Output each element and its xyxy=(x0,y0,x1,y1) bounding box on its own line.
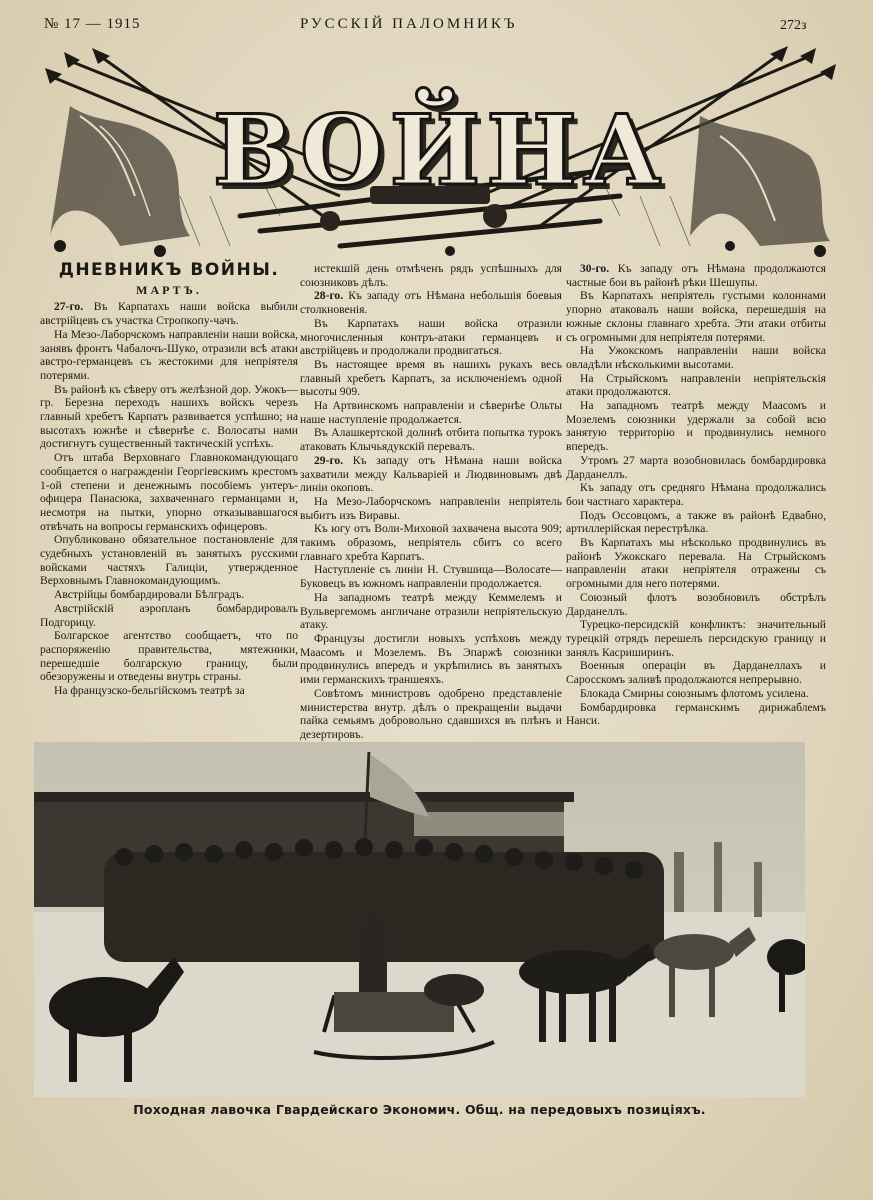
page-number: 272з xyxy=(780,18,807,33)
paragraph-text: На западномъ театрѣ между Кеммелемъ и Вульвергемомъ англичане отразили непріятельскую атаку. xyxy=(300,590,562,632)
war-banner xyxy=(40,46,840,258)
paragraph xyxy=(300,632,562,687)
paragraph-text: Отъ штаба Верховнаго Главнокомандующаго сообщается о награжденіи Георгіевскимъ крестомъ 1-ой степени и денежнымъ пособіемъ унтеръ-офицера Панасюка, захваченнаго германцами и, несмотря на пытки, упорно отказывавшагося отвѣчать на вопросы германскихъ офицеровъ. xyxy=(40,451,298,533)
date-lead: 29-го. xyxy=(314,453,344,467)
paragraph-text: Къ югу отъ Воли-Миховой захвачена высота 909; такимъ образомъ, непріятель сбитъ со всего главнаго хребта Карпатъ. xyxy=(300,522,562,563)
paragraph-text: На Стрыйскомъ направленіи непріятельскія атаки продолжаются. xyxy=(566,371,826,399)
paragraph-text: Совѣтомъ министровъ одобрено представленіе министерства внутр. дѣлъ о прекращеніи выдачи пайка семьямъ добровольно сдавшихся въ плѣнъ и дезертировъ. xyxy=(300,686,562,741)
paragraph-text: Австрійскій аэропланъ бомбардировалъ Подгорицу. xyxy=(40,601,298,629)
paragraph-text: Къ западу отъ средняго Нѣмана продолжались бои частнаго характера. xyxy=(566,481,826,508)
paragraph xyxy=(566,509,826,536)
paragraph xyxy=(566,344,826,371)
paragraph xyxy=(40,533,298,588)
paragraph xyxy=(300,522,562,563)
paragraph xyxy=(40,328,298,383)
paragraph-text: Къ западу отъ Нѣмана небольшія боевыя столкновенія. xyxy=(300,289,562,317)
paragraph-text: Австрійцы бомбардировали Бѣлградъ. xyxy=(54,588,245,602)
paragraph xyxy=(40,602,298,629)
paragraph xyxy=(566,591,826,618)
paragraph xyxy=(40,588,298,602)
month-subhead: МАРТЪ. xyxy=(136,282,202,297)
paragraph-text: Утромъ 27 марта возобновилась бомбардировка Дарданеллъ. xyxy=(566,453,826,481)
paragraph-text: На Артвинскомъ направленіи и сѣвернѣе Ольты наше наступленіе продолжается. xyxy=(300,399,562,426)
paragraph xyxy=(566,372,826,399)
paragraph xyxy=(300,262,562,289)
paragraph-text: истекшій день отмѣченъ рядъ успѣшныхъ для союзниковъ дѣлъ. xyxy=(300,262,562,289)
paragraph xyxy=(566,481,826,508)
paragraph-text: Опубликовано обязательное постановленіе для судебныхъ установленій въ занятыхъ русскими войсками частяхъ Галиціи, утвержденное Верховнымъ Главнокомандующимъ. xyxy=(40,533,298,588)
paragraph xyxy=(566,262,826,289)
paragraph-text: На Мезо-Лаборчскомъ направленіи наши войска, занявъ фронтъ Чабалочъ-Шуко, отразили всѣ атаки австро-германцевъ съ жестокими для непріятеля потерями. xyxy=(40,327,298,382)
issue-number: № 17 — 1915 xyxy=(44,16,141,32)
paragraph xyxy=(300,687,562,742)
paragraph xyxy=(300,591,562,632)
paragraph-text: На французско-бельгійскомъ театрѣ за xyxy=(54,684,245,698)
paragraph-text: На Ужокскомъ направленіи наши войска овладѣли нѣсколькими высотами. xyxy=(566,344,826,371)
publication-name: РУССКІЙ ПАЛОМНИКЪ xyxy=(300,16,518,32)
paragraph-text: Наступленіе съ линіи Н. Стувшица—Волосате—Буковецъ въ южномъ направленіи продолжается. xyxy=(300,563,562,591)
paragraph-text: На западномъ театрѣ между Маасомъ и Мозелемъ союзники удержали за собой всю занятую территорію и продвинулись немного впередъ. xyxy=(566,399,826,454)
paragraph xyxy=(566,701,826,728)
date-lead: 28-го. xyxy=(314,289,344,303)
paragraph-text: Въ Карпатахъ наши войска отразили многочисленныя контръ-атаки германцевъ и австрійцевъ и продолжали продвигаться. xyxy=(300,316,562,358)
paragraph xyxy=(300,399,562,426)
paragraph xyxy=(300,317,562,358)
paragraph xyxy=(300,495,562,522)
paragraph xyxy=(40,300,298,327)
date-lead: 30-го. xyxy=(580,262,610,275)
column-3 xyxy=(566,262,826,728)
paragraph xyxy=(566,659,826,686)
banner-title: ВОЙНА xyxy=(212,94,668,207)
paragraph xyxy=(40,383,298,452)
paragraph-text: Блокада Смирны союзнымъ флотомъ усилена. xyxy=(580,686,809,700)
paragraph xyxy=(300,563,562,590)
paragraph-text: Къ западу отъ Нѣмана наши войска захватили между Кальваріей и Людвиновымъ двѣ линіи окоповъ. xyxy=(300,453,562,495)
paragraph-text: Въ Алашкертской долинѣ отбита попытка турокъ атаковать Клычьядукскій перевалъ. xyxy=(300,426,562,454)
paragraph xyxy=(300,426,562,453)
paragraph-text: Военныя операціи въ Дарданеллахъ и Саросскомъ заливѣ продолжаются непрерывно. xyxy=(566,659,826,687)
paragraph-text: Союзный флотъ возобновилъ обстрѣлъ Дарданеллъ. xyxy=(566,590,826,618)
paragraph-text: Въ настоящее время въ нашихъ рукахъ весь главный хребетъ Карпатъ, за исключеніемъ одной высоты 909. xyxy=(300,357,562,399)
column-2-body xyxy=(300,262,562,742)
paragraph-text: Турецко-персидскій конфликтъ: значительный турецкій отрядъ перешелъ персидскую границу и занялъ Касриширинъ. xyxy=(566,618,826,659)
paragraph-text: Въ Карпатахъ наши войска выбили австрійцевъ съ участка Стропкопу-чачъ. xyxy=(40,300,298,328)
paragraph xyxy=(566,454,826,481)
paragraph-text: Въ районѣ къ сѣверу отъ желѣзной дор. Ужокъ—гр. Березна переходъ нашихъ войскъ черезъ главный хребетъ Карпатъ развивается успѣшно; на высотахъ южнѣе и сѣвернѣе с. Волосаты нами достигнутъ существенный тактическій успѣхъ. xyxy=(40,382,298,451)
paragraph-text: Бомбардировка германскимъ дирижаблемъ Нанси. xyxy=(566,700,826,728)
column-2 xyxy=(300,262,562,742)
column-3-body xyxy=(566,262,826,728)
date-lead: 27-го. xyxy=(54,300,84,314)
paragraph-text: Въ Карпатахъ непріятель густыми колоннами упорно атаковалъ наши войска, перешедшія на южные склоны главнаго хребта. Эти атаки отбиты съ огромными для непріятеля потерями. xyxy=(566,289,826,344)
paragraph xyxy=(40,684,298,698)
column-1 xyxy=(40,262,298,698)
field-shop-photo xyxy=(34,742,805,1097)
photo-caption: Походная лавочка Гвардейскаго Экономич. Общ. на передовыхъ позиціяхъ. xyxy=(133,1102,706,1117)
paragraph xyxy=(566,536,826,591)
paragraph-text: Французы достигли новыхъ успѣховъ между Маасомъ и Мозелемъ. Въ Эпаржѣ союзники продвинулись впередъ и укрѣпились въ занятыхъ ими германскихъ траншеяхъ. xyxy=(300,631,562,687)
paragraph-text: Болгарское агентство сообщаетъ, что по распоряженію правительства, мятежники, перешедшіе болгарскую границу, были обезоружены и отведены внутрь страны. xyxy=(40,629,298,684)
paragraph xyxy=(566,399,826,454)
paragraph xyxy=(566,687,826,701)
paragraph xyxy=(40,451,298,533)
paragraph xyxy=(300,454,562,495)
paragraph xyxy=(300,358,562,399)
paragraph xyxy=(566,618,826,659)
section-title: ДНЕВНИКЪ ВОЙНЫ. xyxy=(58,260,280,280)
paragraph xyxy=(300,289,562,316)
photo-illustration xyxy=(34,742,805,1097)
paragraph xyxy=(566,289,826,344)
paragraph-text: Въ Карпатахъ мы нѣсколько продвинулись въ районѣ Ужокскаго перевала. На Стрыйскомъ направленіи атаки непріятеля отражены съ огромными для него потерями. xyxy=(566,536,826,591)
paragraph-text: Къ западу отъ Нѣмана продолжаются частные бои въ районѣ рѣки Шешупы. xyxy=(566,262,826,289)
paragraph xyxy=(40,629,298,684)
paragraph-text: Подъ Оссовцомъ, а также въ районѣ Едвабно, артиллерійская перестрѣлка. xyxy=(566,508,826,536)
column-1-body xyxy=(40,300,298,697)
running-head xyxy=(0,16,873,38)
paragraph-text: На Мезо-Лаборчскомъ направленіи непріятель выбитъ изъ Виравы. xyxy=(300,494,562,522)
